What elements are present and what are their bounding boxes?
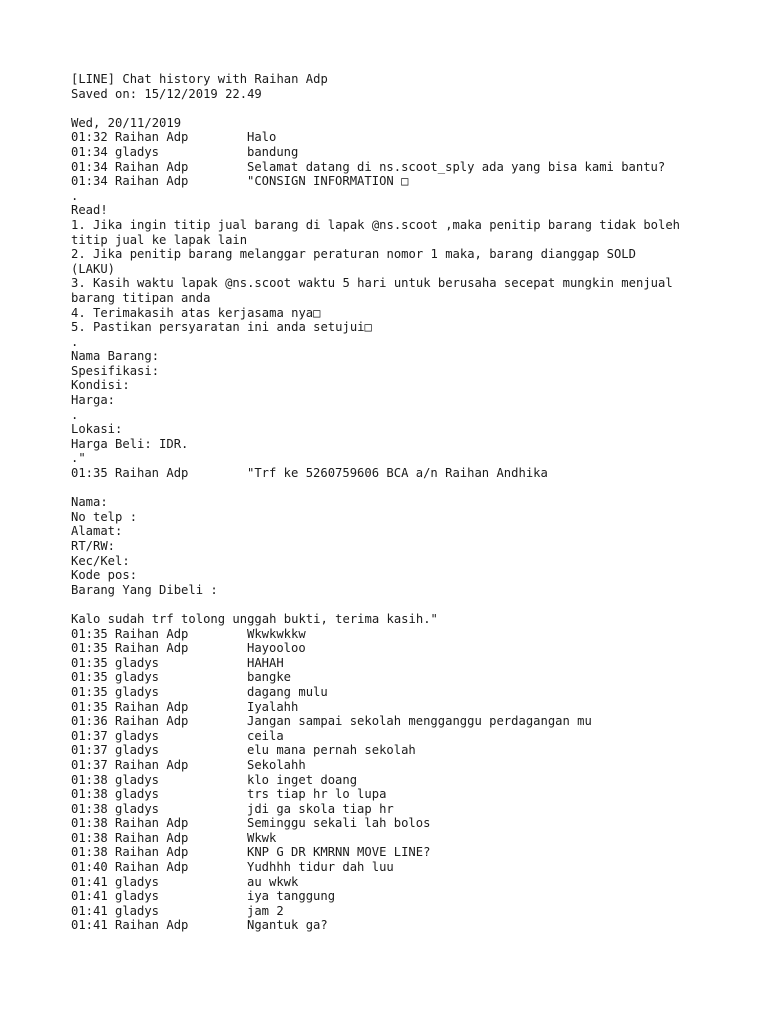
message-sender: Raihan Adp [115,466,189,481]
chat-message [71,714,761,729]
message-time: 01:34 [71,144,108,159]
message-time: 01:41 [71,889,108,904]
message-continuation-line: RT/RW: [71,539,116,553]
message-text: Ngantuk ga? [247,918,328,933]
message-continuation-line: Harga Beli: IDR. [71,436,189,451]
message-sender: Raihan Adp [115,918,189,933]
chat-message [71,130,761,145]
chat-message [71,466,761,481]
message-continuation-line: 1. Jika ingin titip jual barang di lapak @ns.scoot ,maka penitip barang tidak boleh [71,217,681,232]
chat-message [71,802,761,817]
message-text: bangke [247,670,292,685]
message-text: ceila [247,728,284,743]
message-continuation-line: Kalo sudah trf tolong unggah bukti, terima kasih." [71,611,438,626]
chat-message [71,845,761,860]
message-text: Yudhhh tidur dah luu [247,860,394,875]
message-time: 01:38 [71,830,108,845]
message-continuation-line: 4. Terimakasih atas kerjasama nya□ [71,305,321,320]
chat-message [71,904,761,919]
message-text: Wkwk [247,830,277,845]
document-title: [LINE] Chat history with Raihan Adp [71,72,328,86]
message-text: "CONSIGN INFORMATION □ [247,174,409,189]
chat-message [71,685,761,700]
message-continuation-line: 3. Kasih waktu lapak @ns.scoot waktu 5 hari untuk berusaha secepat mungkin menjual [71,276,673,291]
message-time: 01:38 [71,816,108,831]
message-sender: gladys [115,787,160,802]
message-continuation-line: Kondisi: [71,378,130,393]
message-text: bandung [247,144,299,159]
message-text: Iyalahh [247,699,299,714]
message-time: 01:34 [71,159,108,174]
chat-message [71,174,761,189]
message-sender: Raihan Adp [115,714,189,729]
chat-lines [71,130,761,933]
message-continuation-line: Harga: [71,393,116,408]
chat-message [71,145,761,160]
message-sender: Raihan Adp [115,757,189,772]
message-text: trs tiap hr lo lupa [247,787,387,802]
message-text: "Trf ke 5260759606 BCA a/n Raihan Andhika [247,466,548,481]
message-time: 01:38 [71,801,108,816]
message-time: 01:41 [71,903,108,918]
message-sender: gladys [115,144,160,159]
chat-message [71,656,761,671]
message-text: dagang mulu [247,684,328,699]
chat-message [71,918,761,933]
message-time: 01:35 [71,641,108,656]
chat-message [71,831,761,846]
message-time: 01:41 [71,874,108,889]
message-sender: Raihan Adp [115,699,189,714]
message-sender: Raihan Adp [115,641,189,656]
chat-message [71,160,761,175]
message-time: 01:35 [71,626,108,641]
message-sender: Raihan Adp [115,159,189,174]
chat-message [71,860,761,875]
message-continuation-line: Kode pos: [71,568,138,583]
chat-message [71,700,761,715]
message-sender: gladys [115,655,160,670]
message-text: elu mana pernah sekolah [247,743,416,758]
message-sender: Raihan Adp [115,626,189,641]
chat-message [71,758,761,773]
message-continuation-line: Barang Yang Dibeli : [71,582,218,597]
message-time: 01:35 [71,684,108,699]
message-continuation-line: Spesifikasi: [71,363,160,378]
chat-message [71,641,761,656]
message-sender: gladys [115,684,160,699]
chat-message [71,729,761,744]
message-continuation-line: . [71,407,79,422]
message-continuation-line: Nama: [71,495,108,510]
message-text: iya tanggung [247,889,336,904]
message-continuation-line: barang titipan anda [71,290,211,305]
message-time: 01:38 [71,787,108,802]
message-time: 01:35 [71,466,108,481]
message-text: Wkwkwkkw [247,626,306,641]
message-sender: Raihan Adp [115,130,189,145]
message-continuation-line: ." [71,451,86,466]
message-text: Jangan sampai sekolah mengganggu perdagangan mu [247,714,592,729]
message-sender: gladys [115,670,160,685]
chat-message [71,816,761,831]
message-continuation-line: 5. Pastikan persyaratan ini anda setujui□ [71,320,372,335]
message-time: 01:38 [71,772,108,787]
message-continuation-line: Lokasi: [71,422,123,437]
spacer [71,101,761,116]
message-continuation-line: . [71,334,79,349]
chat-message [71,743,761,758]
message-time: 01:34 [71,174,108,189]
chat-message [71,889,761,904]
message-continuation-line: Kec/Kel: [71,553,130,568]
message-continuation-line: No telp : [71,509,138,524]
message-time: 01:36 [71,714,108,729]
message-time: 01:37 [71,728,108,743]
message-sender: Raihan Adp [115,860,189,875]
message-sender: gladys [115,874,160,889]
date-heading: Wed, 20/11/2019 [71,115,182,130]
message-text: klo inget doang [247,772,358,787]
message-time: 01:38 [71,845,108,860]
message-sender: gladys [115,801,160,816]
message-time: 01:32 [71,130,108,145]
message-text: jdi ga skola tiap hr [247,801,394,816]
message-text: Selamat datang di ns.scoot_sply ada yang bisa kami bantu? [247,159,666,174]
message-sender: Raihan Adp [115,174,189,189]
message-continuation-line: 2. Jika penitip barang melanggar peraturan nomor 1 maka, barang dianggap SOLD [71,247,636,262]
message-sender: gladys [115,772,160,787]
saved-timestamp: Saved on: 15/12/2019 22.49 [71,86,262,101]
message-text: Halo [247,130,277,145]
message-text: Hayooloo [247,641,306,656]
chat-message [71,875,761,890]
chat-message [71,787,761,802]
message-text: Seminggu sekali lah bolos [247,816,431,831]
message-time: 01:37 [71,743,108,758]
message-time: 01:40 [71,860,108,875]
message-time: 01:35 [71,670,108,685]
message-time: 01:35 [71,655,108,670]
chat-message [71,670,761,685]
message-continuation-line [71,597,761,612]
message-sender: gladys [115,743,160,758]
message-text: Sekolahh [247,757,306,772]
chat-message [71,773,761,788]
message-continuation-line: . [71,188,79,203]
chat-history-document [71,72,761,933]
message-sender: gladys [115,903,160,918]
message-time: 01:37 [71,757,108,772]
message-continuation-line [71,481,761,496]
message-continuation-line: (LAKU) [71,261,116,276]
message-sender: Raihan Adp [115,816,189,831]
message-continuation-line: Nama Barang: [71,349,160,364]
message-sender: gladys [115,889,160,904]
message-continuation-line: titip jual ke lapak lain [71,232,248,247]
message-time: 01:41 [71,918,108,933]
message-continuation-line: Read! [71,203,108,218]
message-text: HAHAH [247,655,284,670]
message-time: 01:35 [71,699,108,714]
message-text: KNP G DR KMRNN MOVE LINE? [247,845,431,860]
message-sender: gladys [115,728,160,743]
message-text: au wkwk [247,874,299,889]
message-text: jam 2 [247,903,284,918]
message-continuation-line: Alamat: [71,524,123,539]
chat-message [71,627,761,642]
message-sender: Raihan Adp [115,830,189,845]
message-sender: Raihan Adp [115,845,189,860]
